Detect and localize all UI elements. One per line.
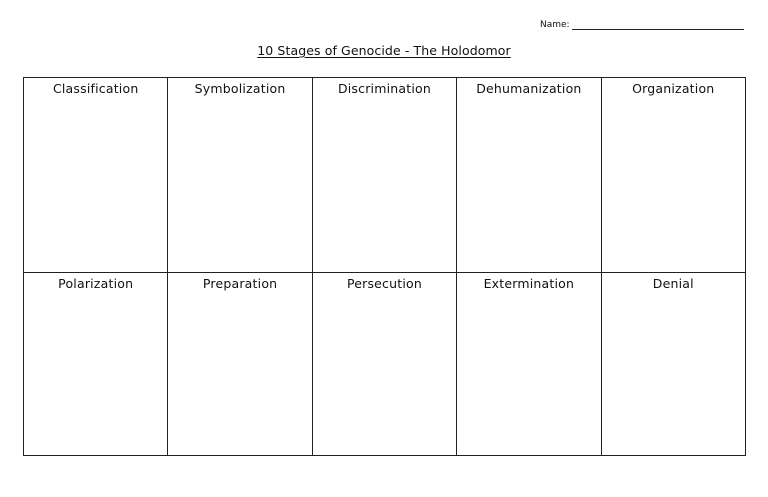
stage-label: Polarization [58, 276, 134, 291]
stage-cell-denial[interactable] [601, 273, 745, 456]
stage-cell-dehumanization[interactable] [457, 78, 601, 273]
stage-label: Discrimination [337, 81, 432, 96]
stages-table [23, 77, 746, 456]
table-row [24, 78, 746, 273]
stage-cell-persecution[interactable] [312, 273, 456, 456]
stage-label: Denial [652, 276, 694, 291]
stage-cell-extermination[interactable] [457, 273, 601, 456]
stage-cell-polarization[interactable] [24, 273, 168, 456]
stage-label: Persecution [346, 276, 423, 291]
stage-cell-symbolization[interactable] [168, 78, 312, 273]
table-row [24, 273, 746, 456]
stage-label: Extermination [483, 276, 575, 291]
name-blank-line[interactable] [572, 20, 744, 30]
stage-label: Classification [52, 81, 139, 96]
stage-label: Symbolization [194, 81, 286, 96]
page-title: 10 Stages of Genocide - The Holodomor [257, 43, 511, 58]
stage-cell-preparation[interactable] [168, 273, 312, 456]
stage-cell-discrimination[interactable] [312, 78, 456, 273]
stage-label: Preparation [202, 276, 278, 291]
name-field[interactable] [540, 20, 744, 30]
stage-cell-classification[interactable] [24, 78, 168, 273]
stage-label: Dehumanization [476, 81, 582, 96]
stage-label: Organization [632, 81, 715, 96]
name-label: Name: [540, 20, 570, 30]
stage-cell-organization[interactable] [601, 78, 745, 273]
